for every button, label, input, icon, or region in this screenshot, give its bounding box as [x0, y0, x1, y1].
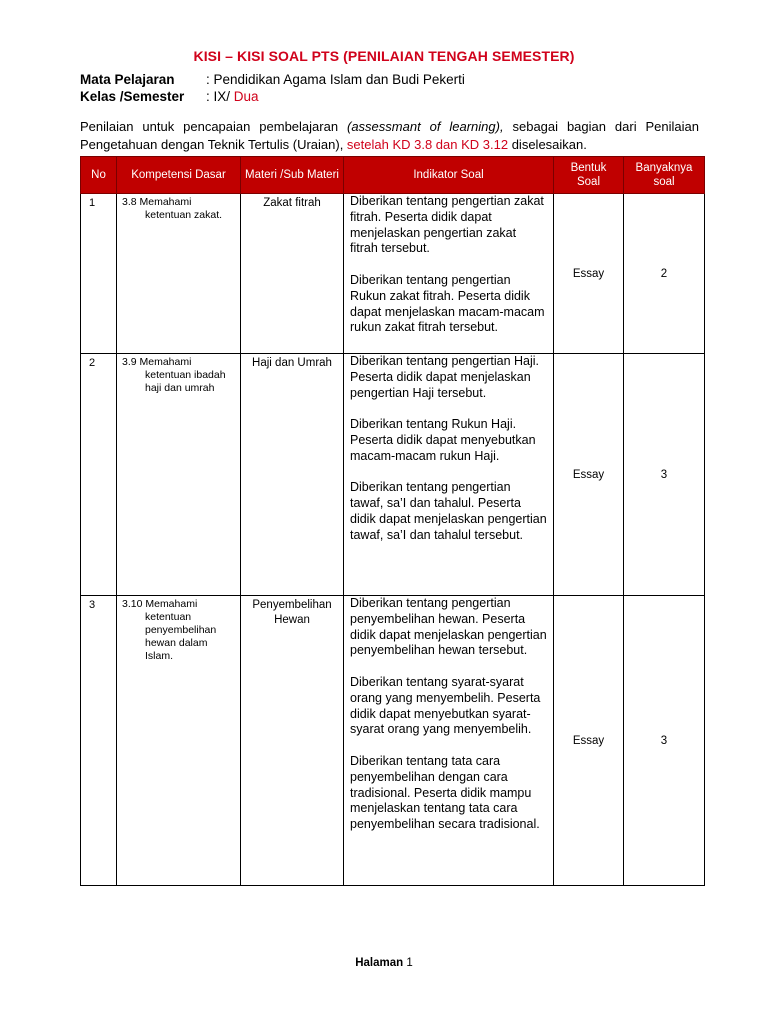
kelas-semester: Dua [233, 89, 259, 104]
header-banyak: Banyaknya soal [624, 157, 705, 194]
row-materi: Zakat fitrah [241, 194, 344, 354]
row-bentuk: Essay [554, 596, 624, 886]
header-materi: Materi /Sub Materi [241, 157, 344, 194]
intro-part3: diselesaikan. [508, 136, 587, 152]
row-materi: Haji dan Umrah [241, 354, 344, 596]
header-kd: Kompetensi Dasar [117, 157, 241, 194]
kd-number: 3.8 Memahami [122, 196, 192, 208]
intro-part1: Penilaian untuk pencapaian pembelajaran [80, 119, 347, 134]
row-kd [117, 596, 241, 886]
table-header-row [81, 157, 705, 194]
kelas-label: Kelas /Semester [80, 89, 185, 104]
indikator-item: Diberikan tentang pengertian zakat fitrah. Peserta didik dapat menjelaskan pengertian zakat fitrah tersebut. [350, 194, 544, 256]
intro-italic: (assessmant of learning), [346, 119, 504, 134]
indikator-item: Diberikan tentang pengertian Rukun zakat fitrah. Peserta didik dapat menjelaskan macam-macam rukun zakat fitrah tersebut. [350, 272, 545, 335]
row-bentuk: Essay [554, 194, 624, 354]
mapel-value: : Pendidikan Agama Islam dan Budi Pekerti [206, 72, 465, 87]
indikator-item: Diberikan tentang pengertian tawaf, sa’I dan tahalul. Peserta didik dapat menjelaskan pengertian tawaf, sa’I dan tahalul tersebut. [350, 480, 547, 542]
footer-page-number: 1 [406, 957, 413, 969]
row-banyak: 3 [624, 596, 705, 886]
header-indikator: Indikator Soal [344, 157, 554, 194]
indikator-item: Diberikan tentang Rukun Haji. Peserta didik dapat menyebutkan macam-macam rukun Haji. [350, 417, 536, 463]
row-indikator [344, 354, 554, 596]
row-kd [117, 194, 241, 354]
kelas-line [80, 89, 259, 104]
header-no: No [81, 157, 117, 194]
indikator-item: Diberikan tentang tata cara penyembelihan dengan cara tradisional. Peserta didik mampu menjelaskan tentang tata cara penyembelihan secara tradisional. [350, 753, 540, 832]
row-banyak: 3 [624, 354, 705, 596]
kd-text: ketentuan penyembelihan hewan dalam Islam. [145, 611, 217, 662]
kd-number: 3.10 Memahami [122, 598, 198, 610]
footer-label: Halaman [355, 957, 404, 969]
page-footer [0, 957, 768, 969]
row-banyak: 2 [624, 194, 705, 354]
table-row [81, 596, 705, 886]
table-row [81, 194, 705, 354]
document-title: KISI – KISI SOAL PTS (PENILAIAN TENGAH SEMESTER) [193, 48, 575, 64]
kisi-table [80, 156, 705, 886]
indikator-item: Diberikan tentang syarat-syarat orang yang menyembelih. Peserta didik dapat menyebutkan syarat-syarat orang yang menyembelih. [350, 674, 541, 737]
indikator-item: Diberikan tentang pengertian penyembelihan hewan. Peserta didik dapat menjelaskan pengertian penyembelihan hewan tersebut. [350, 596, 547, 658]
kd-number: 3.9 Memahami [122, 356, 192, 368]
intro-part2: sebagai bagian dari Penilaian Pengetahuan dengan Teknik Tertulis (Uraian), [80, 119, 699, 152]
row-kd [117, 354, 241, 596]
header-bentuk: Bentuk Soal [554, 157, 624, 194]
row-indikator [344, 194, 554, 354]
row-no: 2 [81, 354, 117, 596]
mapel-label: Mata Pelajaran [80, 72, 175, 87]
intro-paragraph [80, 118, 699, 153]
kd-text: ketentuan zakat. [145, 209, 223, 221]
mapel-line [80, 72, 465, 87]
row-no: 3 [81, 596, 117, 886]
kelas-value: : IX/ [206, 89, 234, 104]
row-indikator [344, 596, 554, 886]
row-materi: Penyembelihan Hewan [241, 596, 344, 886]
indikator-item: Diberikan tentang pengertian Haji. Peserta didik dapat menjelaskan pengertian Haji tersebut. [350, 354, 540, 400]
row-bentuk: Essay [554, 354, 624, 596]
intro-red: setelah KD 3.8 dan KD 3.12 [346, 136, 509, 152]
table-row [81, 354, 705, 596]
kd-text: ketentuan ibadah haji dan umrah [145, 369, 226, 394]
row-no: 1 [81, 194, 117, 354]
